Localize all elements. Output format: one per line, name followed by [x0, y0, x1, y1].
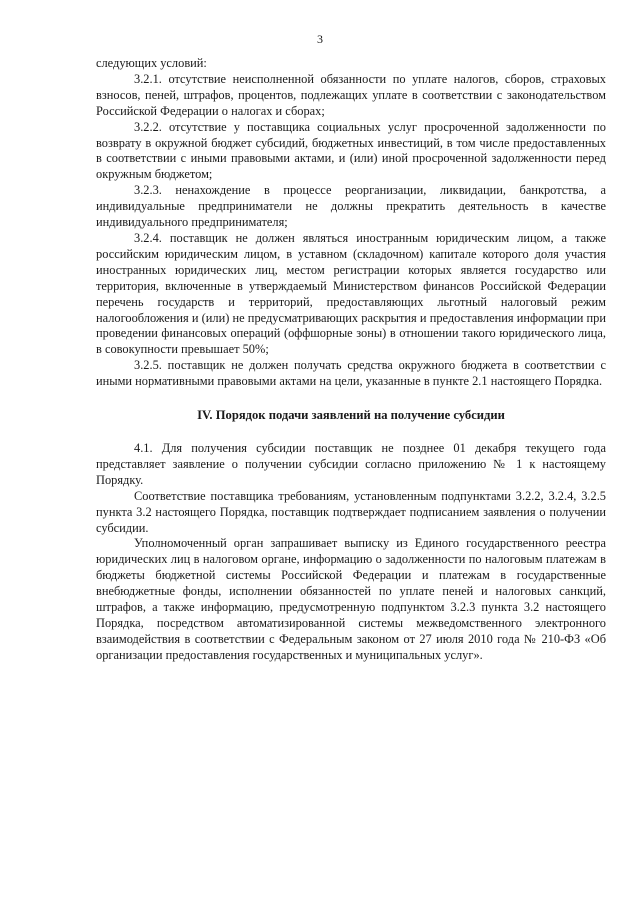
- paragraph-authorized-body: Уполномоченный орган запрашивает выписку из Единого государственного реестра юридических лиц в налоговом органе, информацию о задолженности по налоговым платежам в бюджеты бюджетной системы Российской Федерации и платежам в государственные внебюджетные фонды, исполнении обязанностей по уплате пеней и налоговых санкций, штрафов, а также информацию, предусмотренную подпунктом 3.2.3 пункта 3.2 настоящего Порядка, посредством автоматизированной системы межведомственного электронного взаимодействия в соответствии с Федеральным законом от 27 июля 2010 года № 210-ФЗ «Об организации предоставления государственных и муниципальных услуг».: [96, 536, 606, 662]
- paragraph-3-2-1: 3.2.1. отсутствие неисполненной обязанности по уплате налогов, сборов, страховых взносов, пеней, штрафов, процентов, подлежащих уплате в соответствии с законодательством Российской Федерации о налогах и сборах;: [96, 71, 606, 118]
- document-body: [96, 56, 606, 664]
- paragraph-3-2-4: 3.2.4. поставщик не должен являться иностранным юридическим лицом, а также российским юридическим лицом, в уставном (складочном) капитале которого доля участия иностранных юридических лиц, местом регистрации которых является государство или территория, включенные в утверждаемый Министерством финансов Российской Федерации перечень государств и территорий, предоставляющих льготный налоговый режим налогообложения и (или) не предусматривающих раскрытия и предоставления информации при проведении финансовых операций (оффшорные зоны) в отношении такого юридического лица, в совокупности превышает 50%;: [96, 230, 606, 357]
- section-heading: IV. Порядок подачи заявлений на получение субсидии: [197, 408, 505, 423]
- paragraph-4-1: 4.1. Для получения субсидии поставщик не позднее 01 декабря текущего года представляет заявление о получении субсидии согласно приложению № 1 к настоящему Порядку.: [96, 441, 606, 487]
- paragraph-compliance: Соответствие поставщика требованиям, установленным подпунктами 3.2.2, 3.2.4, 3.2.5 пункта 3.2 настоящего Порядка, поставщик подтверждает подписанием заявления о получении субсидии.: [96, 488, 606, 535]
- paragraph-3-2-2: 3.2.2. отсутствие у поставщика социальных услуг просроченной задолженности по возврату в окружной бюджет субсидий, бюджетных инвестиций, в том числе предоставленных в соответствии с иными правовыми актами, и (или) иной просроченной задолженности перед окружным бюджетом;: [96, 119, 606, 182]
- paragraph-3-2-3: 3.2.3. ненахождение в процессе реорганизации, ликвидации, банкротства, а индивидуальные предприниматели не должны прекратить деятельность в качестве индивидуального предпринимателя;: [96, 183, 606, 230]
- paragraph-3-2-5: 3.2.5. поставщик не должен получать средства окружного бюджета в соответствии с иными нормативными правовыми актами на цели, указанные в пункте 2.1 настоящего Порядка.: [96, 358, 606, 389]
- paragraph-intro: следующих условий:: [96, 56, 207, 70]
- page-number: 3: [317, 32, 323, 46]
